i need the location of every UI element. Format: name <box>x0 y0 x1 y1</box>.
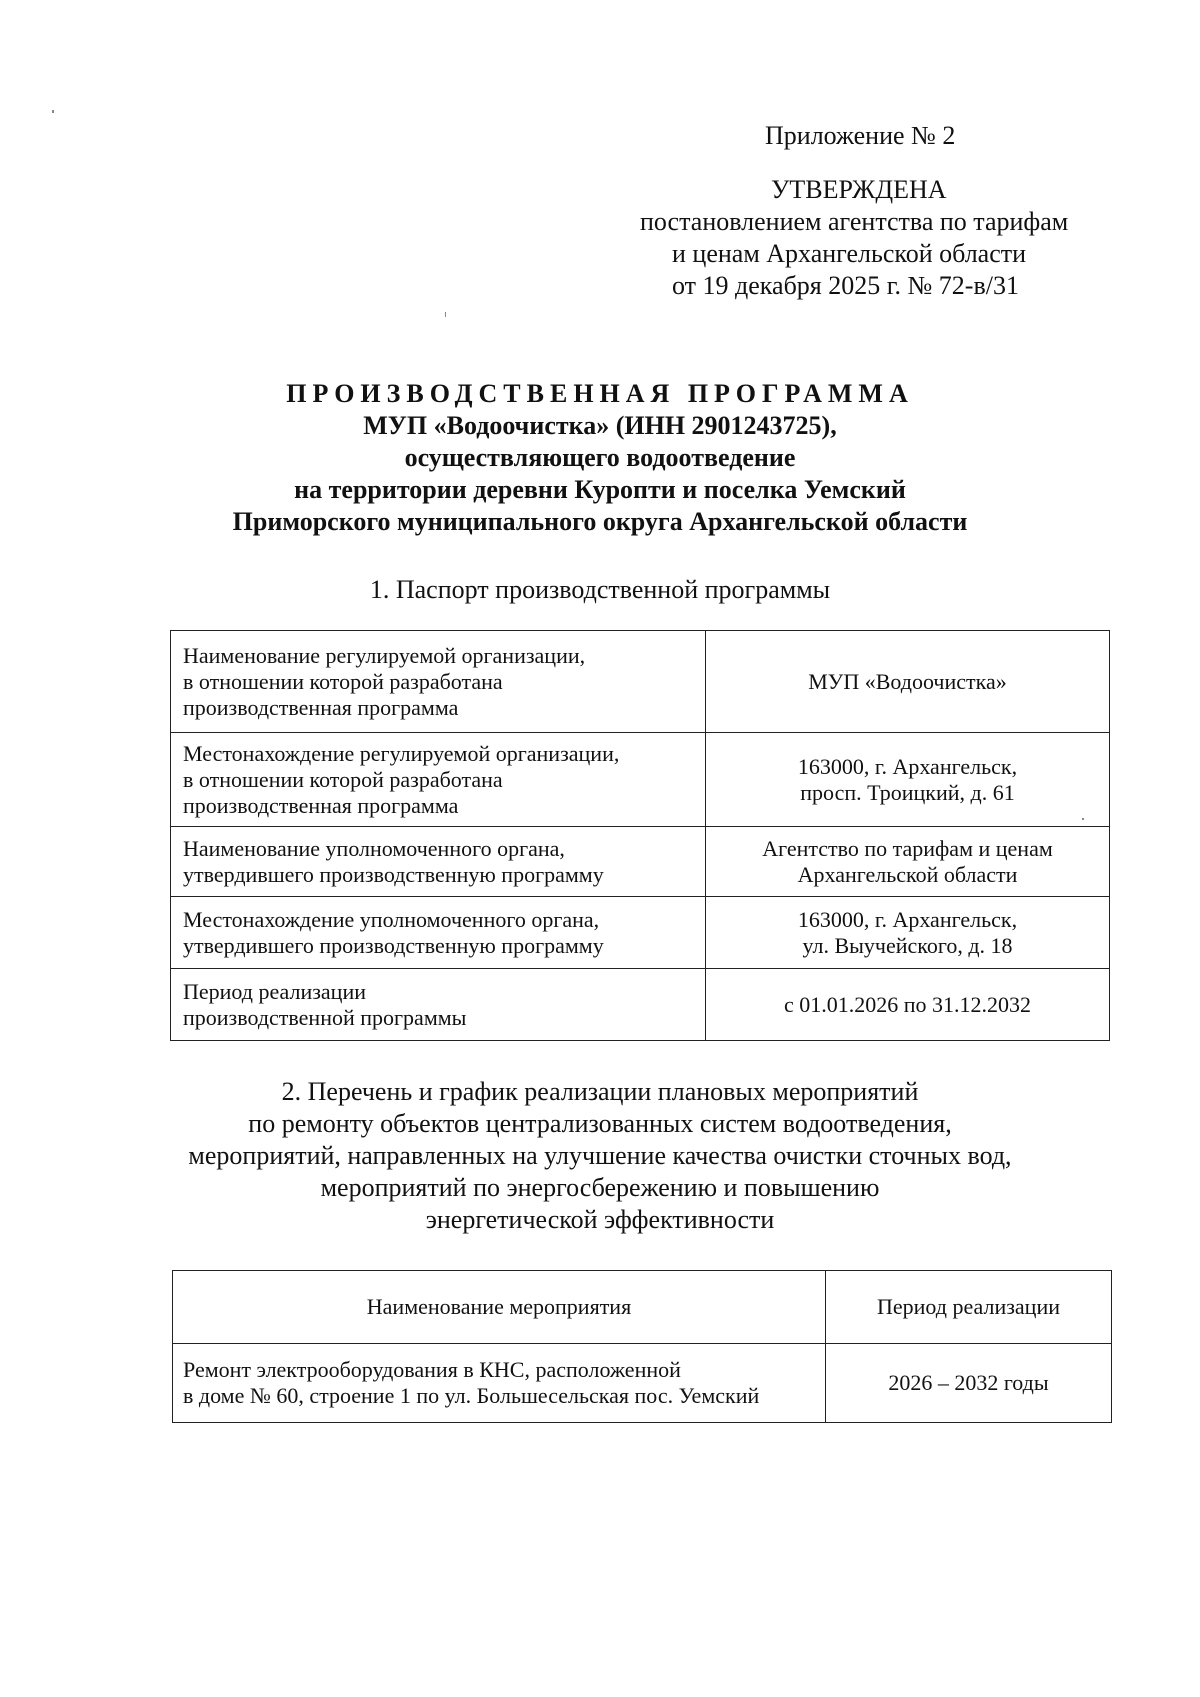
title-line-4: на территории деревни Куропти и поселка Уемский <box>294 475 906 504</box>
event-name: Ремонт электрооборудования в КНС, расположенной в доме № 60, строение 1 по ул. Большесельская пос. Уемский <box>173 1344 826 1423</box>
passport-label: Местонахождение уполномоченного органа, утвердившего производственную программу <box>171 897 706 969</box>
title-line-3: осуществляющего водоотведение <box>404 443 796 472</box>
section-2-heading: 2. Перечень и график реализации плановых мероприятий по ремонту объектов централизованных систем водоотведения, мероприятий, направленных на улучшение качества очистки сточных вод, мероприятий по энергосбережению и повышению энергетической эффективности <box>188 1077 1012 1234</box>
approval-line-1: постановлением агентства по тарифам <box>640 207 1069 236</box>
approval-line-3: от 19 декабря 2025 г. № 72-в/31 <box>672 271 1019 300</box>
document-title <box>180 378 1020 538</box>
approval-block <box>640 120 1080 302</box>
table-row <box>171 897 1110 969</box>
approved-stamp-text: УТВЕРЖДЕНА <box>771 175 947 204</box>
passport-value: с 01.01.2026 по 31.12.2032 <box>706 969 1110 1041</box>
passport-value: 163000, г. Архангельск, просп. Троицкий, д. 61 <box>706 733 1110 827</box>
passport-label: Наименование регулируемой организации, в отношении которой разработана производственная программа <box>171 631 706 733</box>
passport-value: Агентство по тарифам и ценам Архангельской области <box>706 827 1110 897</box>
passport-value: МУП «Водоочистка» <box>706 631 1110 733</box>
events-table <box>172 1270 1112 1423</box>
scan-speck <box>1082 818 1084 820</box>
scan-speck <box>445 312 446 317</box>
event-period: 2026 – 2032 годы <box>826 1344 1112 1423</box>
table-row <box>171 827 1110 897</box>
column-header-period: Период реализации <box>826 1271 1112 1344</box>
passport-table <box>170 630 1110 1041</box>
column-header-name: Наименование мероприятия <box>173 1271 826 1344</box>
table-header-row <box>173 1271 1112 1344</box>
passport-label: Период реализации производственной программы <box>171 969 706 1041</box>
title-line-2: МУП «Водоочистка» (ИНН 2901243725), <box>363 411 837 440</box>
table-row <box>171 733 1110 827</box>
section-1-heading: 1. Паспорт производственной программы <box>369 575 831 604</box>
table-row <box>171 969 1110 1041</box>
table-row <box>171 631 1110 733</box>
title-line-1: ПРОИЗВОДСТВЕННАЯ ПРОГРАММА <box>286 379 914 408</box>
table-row <box>173 1344 1112 1423</box>
passport-label: Наименование уполномоченного органа, утвердившего производственную программу <box>171 827 706 897</box>
passport-value: 163000, г. Архангельск, ул. Выучейского, д. 18 <box>706 897 1110 969</box>
approval-line-2: и ценам Архангельской области <box>672 239 1027 268</box>
scan-speck <box>52 110 54 113</box>
title-line-5: Приморского муниципального округа Архангельской области <box>232 507 968 536</box>
appendix-number: Приложение № 2 <box>765 121 956 150</box>
passport-label: Местонахождение регулируемой организации, в отношении которой разработана производственная программа <box>171 733 706 827</box>
